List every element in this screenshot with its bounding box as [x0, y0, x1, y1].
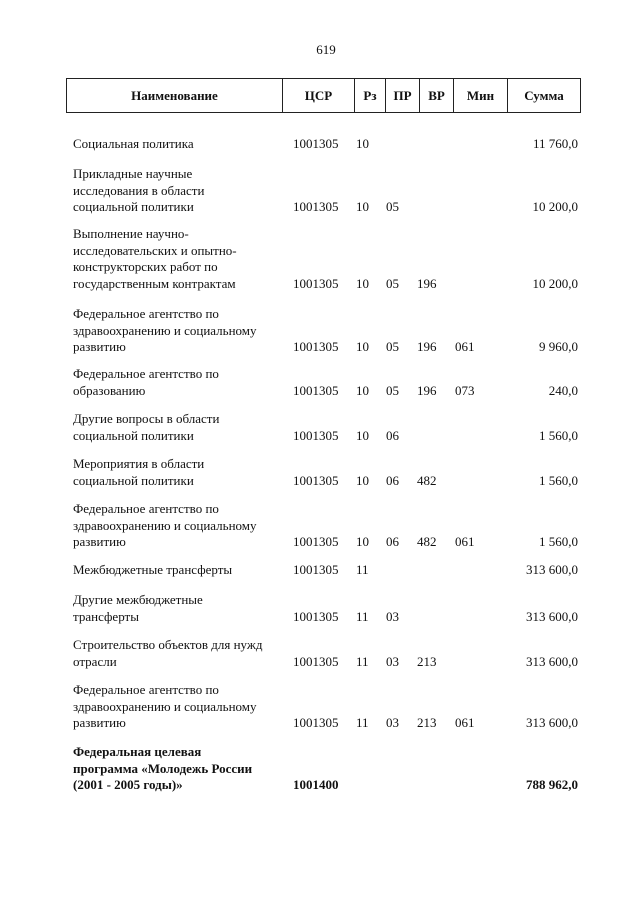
row-pr: 05 — [386, 199, 399, 214]
row-rz: 10 — [356, 534, 369, 549]
header-sum: Сумма — [524, 88, 564, 103]
row-csr: 1001305 — [293, 199, 339, 214]
header-pr: ПР — [386, 79, 420, 112]
row-rz: 10 — [356, 199, 369, 214]
row-name: Федеральное агентство по образованию — [73, 366, 219, 398]
header-csr: ЦСР — [283, 79, 355, 112]
row-vr: 213 — [417, 715, 437, 730]
header-rz: Рз — [355, 79, 386, 112]
row-sum: 788 962,0 — [526, 777, 578, 792]
header-min: Мин — [454, 79, 508, 112]
row-sum: 9 960,0 — [539, 339, 578, 354]
row-min: 061 — [455, 715, 475, 730]
row-vr: 213 — [417, 653, 437, 669]
row-min: 061 — [455, 339, 475, 354]
row-sum: 313 600,0 — [526, 715, 578, 730]
row-sum: 10 200,0 — [532, 199, 578, 214]
row-sum: 11 760,0 — [532, 136, 578, 151]
row-min: 073 — [455, 382, 475, 398]
row-name: Федеральное агентство по здравоохранению и социальному развитию — [73, 306, 257, 354]
row-name: Прикладные научные исследования в области социальной политики — [73, 166, 205, 214]
row-name: Строительство объектов для нужд отрасли — [73, 637, 263, 669]
row-pr: 03 — [386, 653, 399, 669]
row-name: Федеральное агентство по здравоохранению и социальному развитию — [73, 682, 257, 730]
row-csr: 1001305 — [293, 382, 339, 398]
header-vr: ВР — [420, 79, 454, 112]
row-name: Федеральная целевая программа «Молодежь России (2001 - 2005 годы)» — [73, 744, 253, 792]
row-rz: 10 — [356, 339, 369, 354]
row-csr: 1001305 — [293, 562, 339, 577]
row-csr: 1001305 — [293, 275, 339, 291]
row-rz: 11 — [356, 653, 369, 669]
row-name: Федеральное агентство по здравоохранению и социальному развитию — [73, 501, 257, 549]
row-sum: 313 600,0 — [526, 653, 578, 669]
row-rz: 10 — [356, 275, 369, 291]
row-vr: 196 — [417, 339, 437, 354]
row-csr: 1001305 — [293, 472, 339, 488]
row-csr: 1001305 — [293, 534, 339, 549]
row-pr: 06 — [386, 534, 399, 549]
row-pr: 05 — [386, 339, 399, 354]
row-rz: 11 — [356, 562, 369, 577]
row-pr: 03 — [386, 608, 399, 624]
row-csr: 1001400 — [293, 777, 339, 792]
row-sum: 1 560,0 — [539, 534, 578, 549]
row-rz: 10 — [356, 472, 369, 488]
row-csr: 1001305 — [293, 339, 339, 354]
row-pr: 06 — [386, 472, 399, 488]
row-vr: 196 — [417, 382, 437, 398]
row-sum: 313 600,0 — [526, 562, 578, 577]
row-pr: 05 — [386, 275, 399, 291]
page-number: 619 — [316, 42, 336, 57]
row-sum: 10 200,0 — [532, 275, 578, 291]
row-name: Мероприятия в области социальной политики — [73, 456, 205, 488]
row-pr: 05 — [386, 382, 399, 398]
row-rz: 10 — [356, 427, 369, 443]
row-csr: 1001305 — [293, 608, 339, 624]
row-vr: 482 — [417, 534, 437, 549]
row-rz: 10 — [356, 136, 369, 151]
row-vr: 482 — [417, 472, 437, 488]
row-name: Межбюджетные трансферты — [73, 562, 233, 577]
row-sum: 1 560,0 — [539, 427, 578, 443]
row-pr: 06 — [386, 427, 399, 443]
row-csr: 1001305 — [293, 427, 339, 443]
row-csr: 1001305 — [293, 136, 339, 151]
row-rz: 11 — [356, 608, 369, 624]
row-pr: 03 — [386, 715, 399, 730]
row-name: Выполнение научно- исследовательских и опытно- конструкторских работ по государственным контрактам — [73, 226, 237, 291]
row-name: Другие межбюджетные трансферты — [73, 592, 203, 624]
row-sum: 1 560,0 — [539, 472, 578, 488]
table-header — [66, 78, 581, 113]
row-vr: 196 — [417, 275, 437, 291]
row-rz: 10 — [356, 382, 369, 398]
row-sum: 240,0 — [548, 382, 578, 398]
row-csr: 1001305 — [293, 653, 339, 669]
row-csr: 1001305 — [293, 715, 339, 730]
row-name: Социальная политика — [73, 136, 194, 151]
header-name: Наименование — [67, 79, 283, 112]
row-name: Другие вопросы в области социальной политики — [73, 411, 220, 443]
row-sum: 313 600,0 — [526, 608, 578, 624]
row-min: 061 — [455, 534, 475, 549]
row-rz: 11 — [356, 715, 369, 730]
